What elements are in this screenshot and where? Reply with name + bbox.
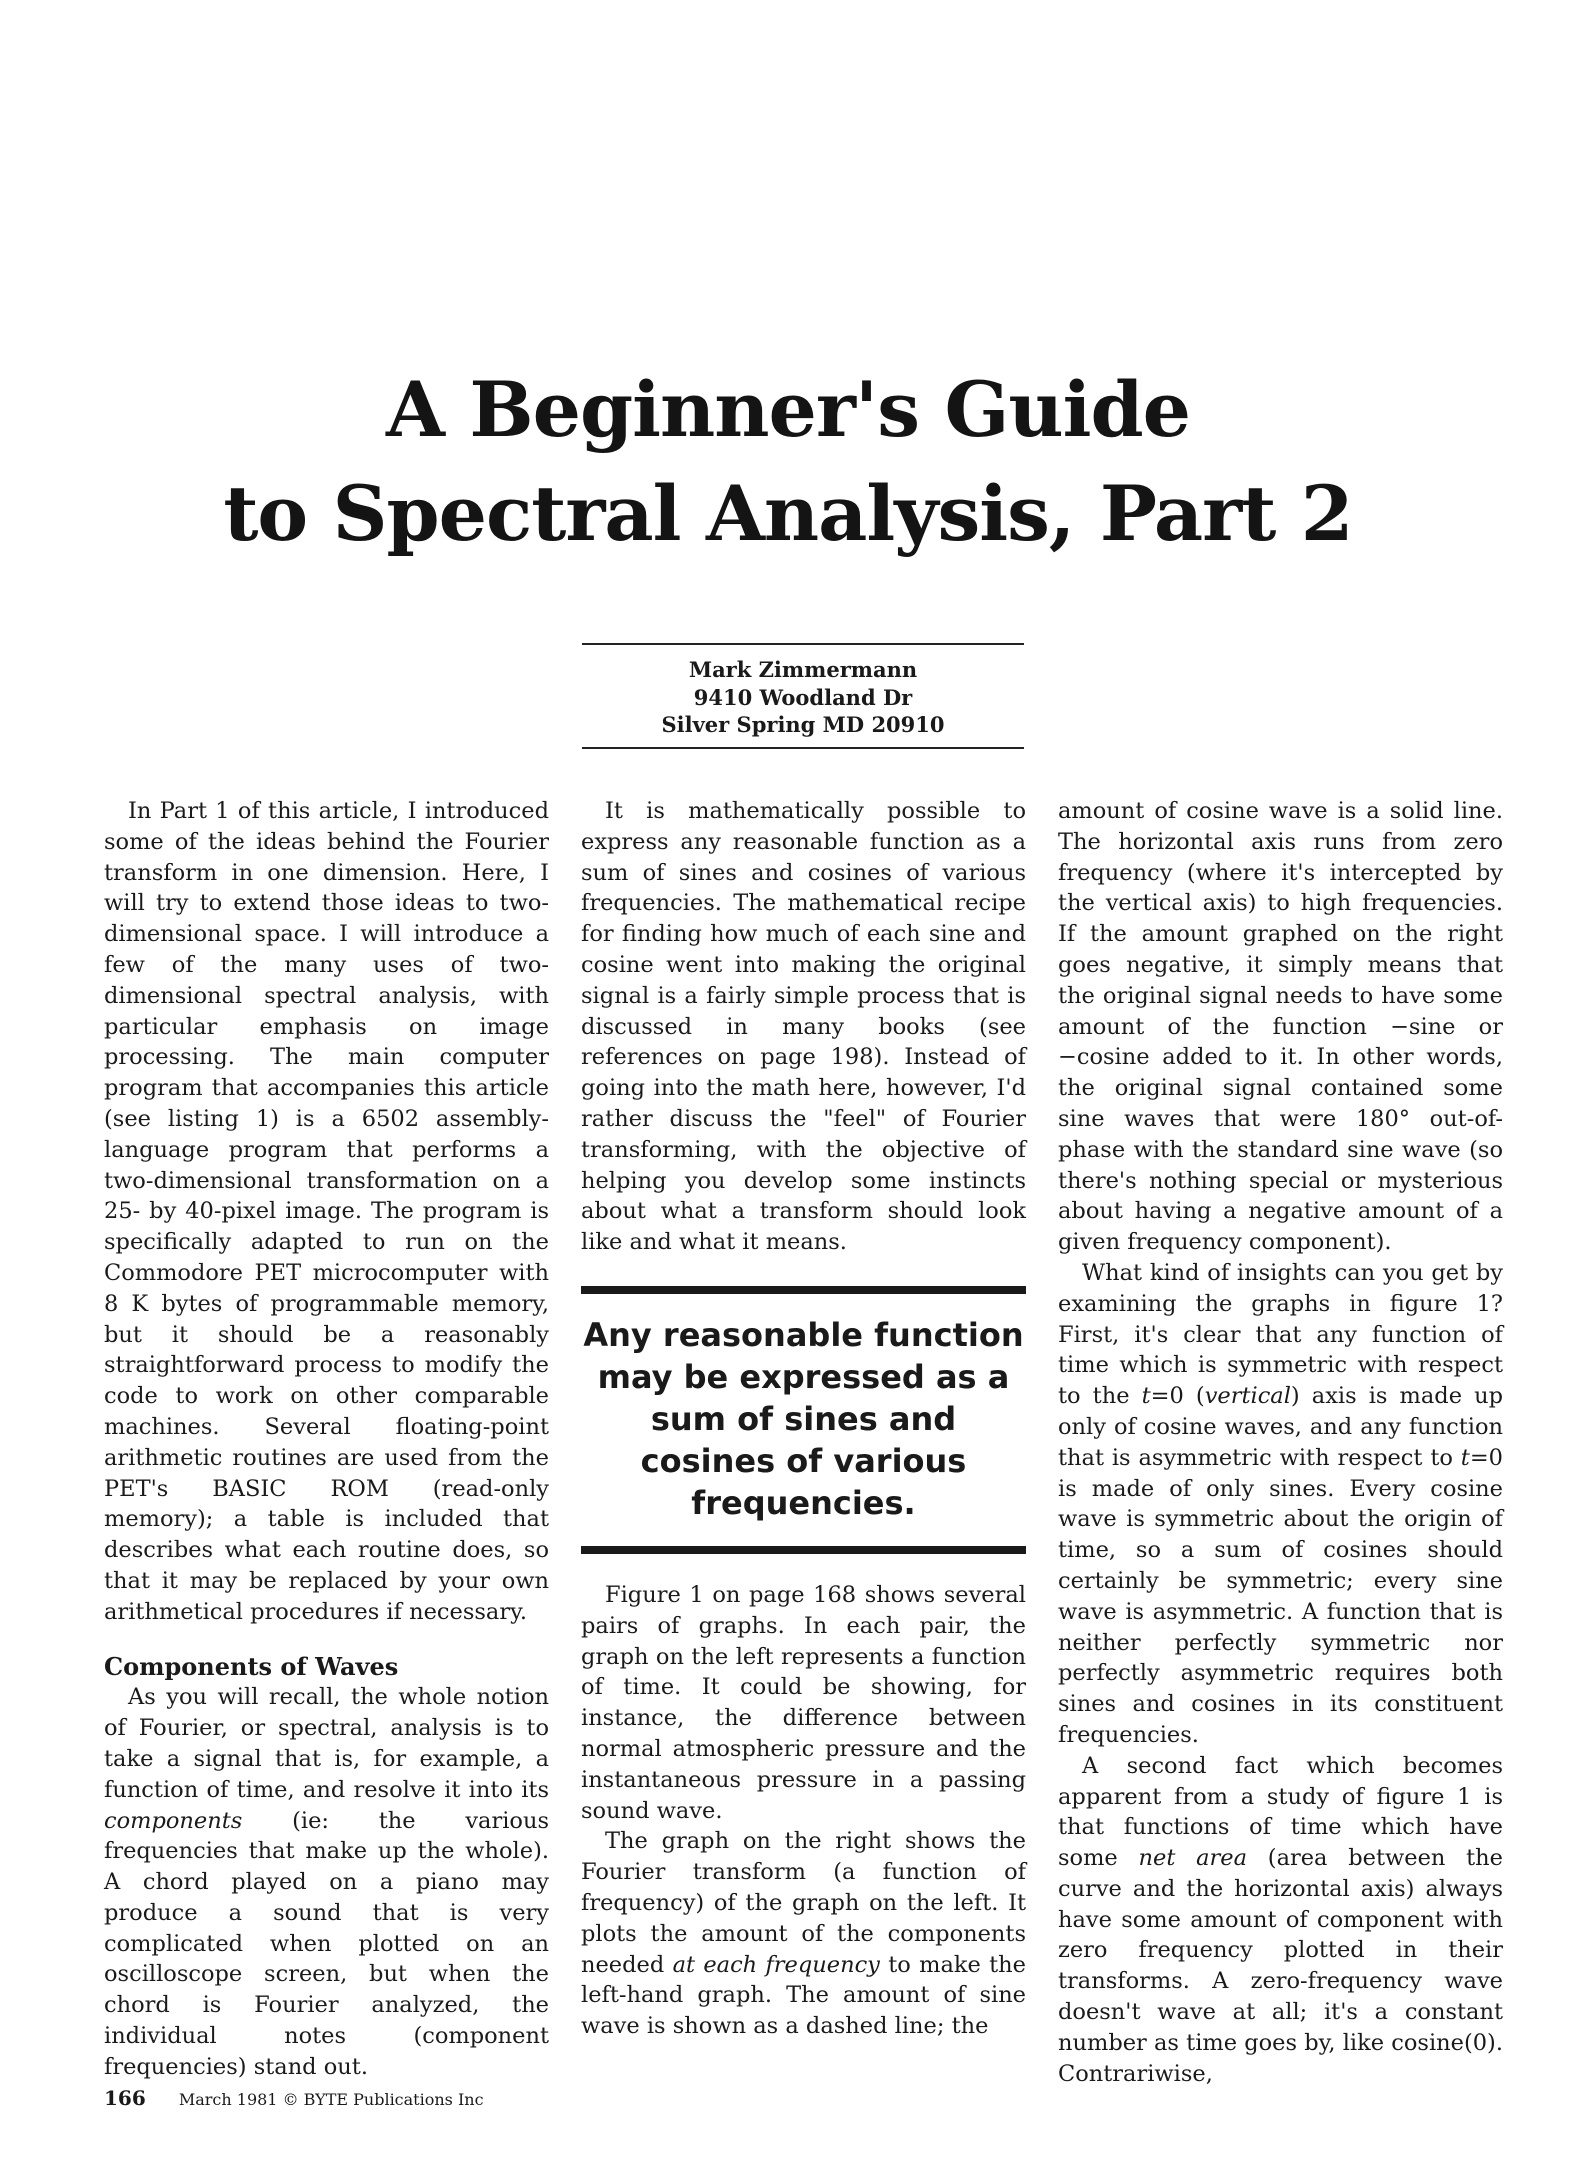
paragraph: Figure 1 on page 168 shows several pairs of graphs. In each pair, the graph on the left represents a function of time. It could be showing, for instance, the difference between normal atmospheric pressure and the instantaneous pressure in a passing sound wave.: [581, 1581, 1026, 1824]
article-title-line1: A Beginner's Guide: [386, 365, 1190, 454]
paragraph: As you will recall, the whole notion of Fourier, or spectral, analysis is to take a signal that is, for example, a function of time, and resolve it into its components (ie: the various frequencies that make up the whole). A chord played on a piano may produce a sound that is very complicated when plotted on an oscilloscope screen, but when the chord is Fourier analyzed, the individual notes (component frequencies) stand out.: [104, 1684, 549, 2080]
author-city: Silver Spring MD 20910: [661, 712, 945, 737]
paragraph: What kind of insights can you get by examining the graphs in figure 1? First, it's clear that any function of time which is symmetric with respect to the t=0 (vertical) axis is made up only of cosine waves, and any function that is asymmetric with respect to t=0 is made of only sines. Every cosine wave is symmetric about the origin of time, so a sum of cosines should certainly be symmetric; every sine wave is asymmetric. A function that is neither perfectly symmetric nor perfectly asymmetric requires both sines and cosines in its constituent frequencies.: [1058, 1259, 1503, 1748]
author-bottom-rule: [582, 747, 1024, 749]
column-3: [1058, 796, 1503, 2089]
page-footer: [104, 2086, 484, 2110]
paragraph: It is mathematically possible to express any reasonable function as a sum of sines and cosines of various frequencies. The mathematical recipe for finding how much of each sine and cosine went into making the original signal is a fairly simple process that is discussed in many books (see references on page 198). Instead of going into the math here, however, I'd rather discuss the "feel" of Fourier transforming, with the objective of helping you develop some instincts about what a transform should look like and what it means.: [581, 798, 1026, 1256]
pull-quote: Any reasonable function may be expressed as a sum of sines and cosines of various frequencies.: [581, 1286, 1026, 1554]
section-heading: Components of Waves: [104, 1651, 399, 1681]
author-street: 9410 Woodland Dr: [693, 684, 913, 710]
paragraph: A second fact which becomes apparent from a study of figure 1 is that functions of time which have some net area (area between the curve and the horizontal axis) always have some amount of component with zero frequency plotted in their transforms. A zero-frequency wave doesn't wave at all; it's a constant number as time goes by, like cosine(0). Contrariwise,: [1058, 1752, 1503, 2087]
page-number: 166: [104, 2086, 146, 2110]
article-title-line2: to Spectral Analysis, Part 2: [223, 469, 1353, 558]
paragraph: The graph on the right shows the Fourier transform (a function of frequency) of the graph on the left. It plots the amount of the components needed at each frequency to make the left-hand graph. The amount of sine wave is shown as a dashed line; the: [581, 1828, 1026, 2040]
paragraph: In Part 1 of this article, I introduced some of the ideas behind the Fourier transform in one dimension. Here, I will try to extend those ideas to two-dimensional space. I will introduce a few of the many uses of two-dimensional spectral analysis, with particular emphasis on image processing. The main computer program that accompanies this article (see listing 1) is a 6502 assembly-language program that performs a two-dimensional transformation on a 25- by 40-pixel image. The program is specifically adapted to run on the Commodore PET microcomputer with 8 K bytes of programmable memory, but it should be a reasonably straightforward process to modify the code to work on other comparable machines. Several floating-point arithmetic routines are used from the PET's BASIC ROM (read-only memory); a table is included that describes what each routine does, so that it may be replaced by your own arithmetical procedures if necessary.: [104, 798, 549, 1625]
column-1: [104, 796, 549, 2083]
author-name: Mark Zimmermann: [688, 657, 918, 682]
author-top-rule: [582, 643, 1024, 645]
column-2: [581, 796, 1026, 2042]
paragraph: amount of cosine wave is a solid line. The horizontal axis runs from zero frequency (where it's intercepted by the vertical axis) to high frequencies. If the amount graphed on the right goes negative, it simply means that the original signal needs to have some amount of the function −sine or −cosine added to it. In other words, the original signal contained some sine waves that were 180° out-of-phase with the standard sine wave (so there's nothing special or mysterious about having a negative amount of a given frequency component).: [1058, 798, 1503, 1256]
publication-credit: March 1981 © BYTE Publications Inc: [178, 2090, 484, 2109]
author-block: [582, 656, 1024, 739]
